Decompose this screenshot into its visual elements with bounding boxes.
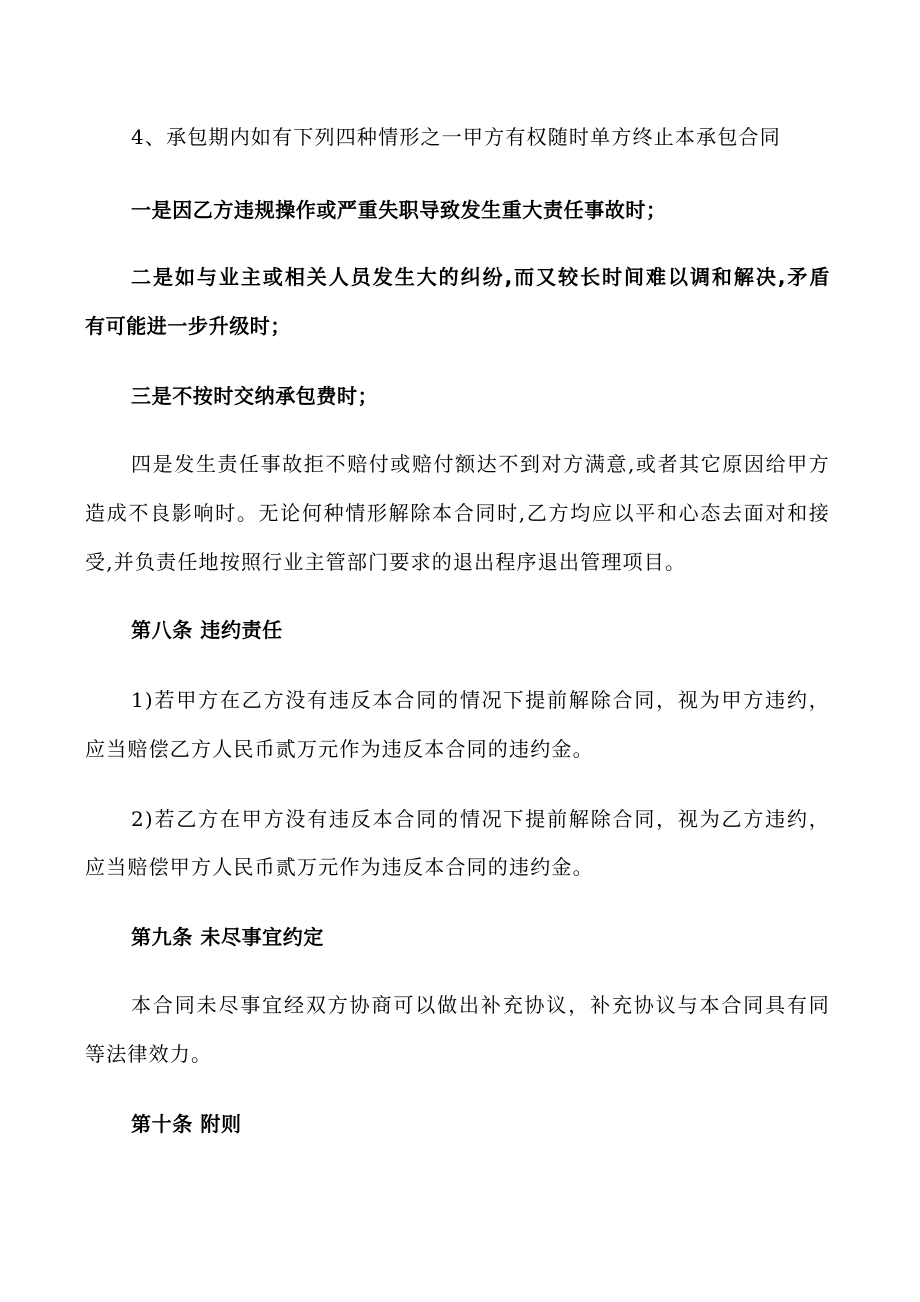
article-9-heading: 第九条 未尽事宜约定 <box>131 925 324 949</box>
article-8-item-1-line-1: 1)若甲方在乙方没有违反本合同的情况下提前解除合同，视为甲方违约， <box>131 688 830 712</box>
article-8-item-1-line-2: 应当赔偿乙方人民币贰万元作为违反本合同的违约金。 <box>85 737 594 761</box>
termination-case-2-line-1: 二是如与业主或相关人员发生大的纠纷,而又较长时间难以调和解决,矛盾 <box>131 265 830 289</box>
paragraph-termination-intro: 4、承包期内如有下列四种情形之一甲方有权随时单方终止本承包合同 <box>131 125 781 149</box>
termination-case-4-line-2: 造成不良影响时。无论何种情形解除本合同时,乙方均应以平和心态去面对和接 <box>85 501 830 525</box>
termination-case-3: 三是不按时交纳承包费时； <box>131 384 379 408</box>
termination-case-4-line-1: 四是发生责任事故拒不赔付或赔付额达不到对方满意,或者其它原因给甲方 <box>131 452 830 476</box>
article-9-line-2: 等法律效力。 <box>85 1042 213 1066</box>
article-8-item-2-line-1: 2)若乙方在甲方没有违反本合同的情况下提前解除合同，视为乙方违约， <box>131 807 830 831</box>
article-8-item-2-line-2: 应当赔偿甲方人民币贰万元作为违反本合同的违约金。 <box>85 855 594 879</box>
termination-case-4-line-3: 受,并负责任地按照行业主管部门要求的退出程序退出管理项目。 <box>85 550 687 574</box>
article-8-heading: 第八条 违约责任 <box>131 618 283 642</box>
article-9-line-1: 本合同未尽事宜经双方协商可以做出补充协议，补充协议与本合同具有同 <box>131 993 830 1017</box>
article-10-heading: 第十条 附则 <box>131 1112 242 1136</box>
termination-case-2-line-2: 有可能进一步升级时； <box>85 314 291 338</box>
termination-case-1: 一是因乙方违规操作或严重失职导致发生重大责任事故时； <box>131 198 667 222</box>
